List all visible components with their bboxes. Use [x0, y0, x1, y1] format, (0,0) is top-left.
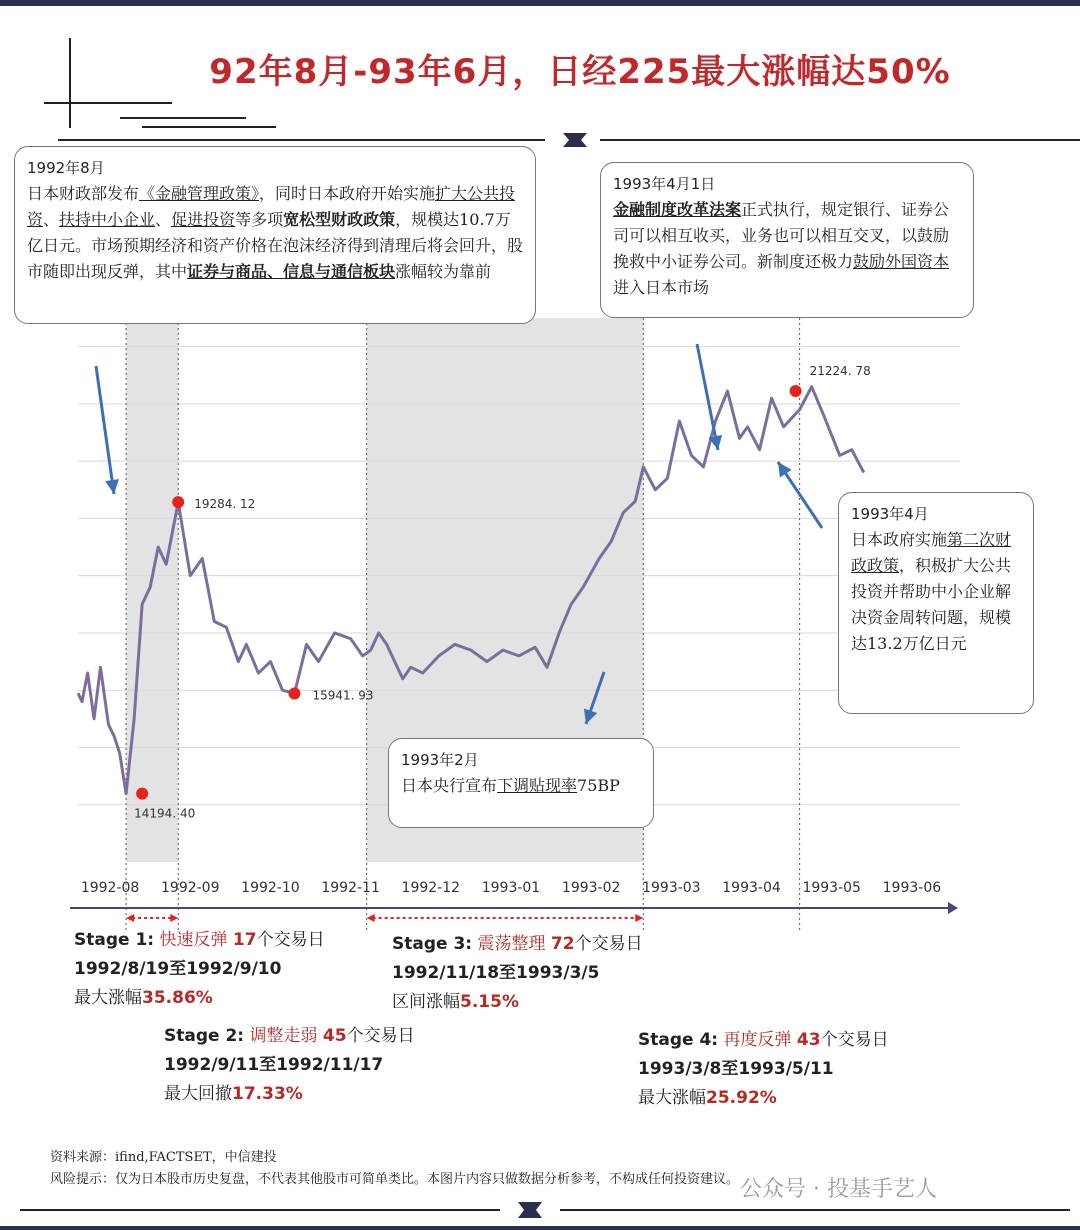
annotation-segment: 促进投资 [171, 210, 236, 229]
annotation-1993-04 [838, 492, 1034, 714]
annotation-segment: 75BP [577, 776, 620, 795]
x-tick-label: 1993-01 [481, 880, 541, 896]
annotation-text [27, 181, 523, 285]
stage-days: 72 [550, 934, 575, 954]
time-axis-arrowhead [948, 902, 958, 914]
annotation-1993-02 [388, 738, 654, 828]
data-label: 21224. 78 [809, 364, 871, 379]
annotation-segment: 正式执行，规定银行、证券公司可以相互收买，业务也可以相互交叉，以鼓励挽救中小证券公司。新制度还极力 [613, 200, 950, 271]
data-label: 14194. 40 [134, 806, 196, 821]
stage-days: 17 [232, 930, 257, 950]
stage-range: 1992/9/11至1992/11/17 [164, 1055, 384, 1075]
stage-span-arrowhead [367, 914, 375, 922]
x-tick-label: 1992-08 [80, 880, 140, 896]
annotation-segment: 涨幅较为靠前 [395, 262, 492, 281]
x-tick-label: 1993-04 [722, 880, 781, 896]
stage-metric: 区间涨幅 [392, 992, 460, 1012]
stage-value: 25.92% [706, 1088, 777, 1108]
annotation-segment: 第二次财政政策 [851, 530, 1012, 575]
annotation-segment: 日本财政部发布 [27, 184, 140, 203]
annotation-segment: 扶持中小企业 [59, 210, 156, 229]
annotation-segment: ，积极扩大公共投资并帮助中小企业解决资金周转问题，规模达13.2万亿日元 [851, 556, 1012, 653]
stage-range: 1993/3/8至1993/5/11 [638, 1059, 834, 1079]
watermark: 公众号 · 投基手艺人 [740, 1177, 937, 1202]
stage-metric: 最大涨幅 [638, 1088, 706, 1108]
annotation-text [401, 773, 641, 799]
annotation-segment: 宽松型财政政策 [283, 210, 396, 229]
annotation-text [851, 527, 1021, 657]
stage-label: Stage 3: [392, 934, 473, 954]
stage-days: 43 [796, 1030, 821, 1050]
annotation-segment: 鼓励外国资本 [853, 252, 950, 271]
stage-name: 快速反弹 [159, 930, 228, 950]
stage-days-unit: 个交易日 [256, 930, 325, 950]
annotation-segment: ，规模达10.7万亿日元。市场预期经济和资产价格在泡沫经济得到清理后将会回升，股市随即出现反弹，其中 [27, 210, 524, 281]
stage-metric: 最大涨幅 [74, 988, 142, 1008]
annotation-segment: 金融制度改革法案 [613, 200, 742, 219]
stage-days-unit: 个交易日 [346, 1026, 415, 1046]
pointer-arrow [96, 366, 114, 494]
x-tick-label: 1992-12 [401, 880, 461, 896]
stage-value: 5.15% [460, 992, 519, 1012]
stage-days: 45 [322, 1026, 347, 1046]
pointer-arrow [697, 344, 718, 450]
shaded-region [126, 318, 178, 862]
annotation-date: 1993年2月 [401, 751, 479, 769]
stage-1 [74, 926, 325, 1013]
page-title: 92年8月-93年6月，日经225最大涨幅达50% [209, 52, 951, 92]
risk-note: 风险提示：仅为日本股市历史复盘，不代表其他股市可简单类比。本图片内容只做数据分析参考，不构成任何投资建议。 [50, 1172, 740, 1187]
extreme-marker [790, 385, 802, 397]
stage-label: Stage 2: [164, 1026, 245, 1046]
stage-name: 调整走弱 [249, 1026, 318, 1046]
annotation-1993-04-01 [600, 162, 974, 318]
stage-range: 1992/8/19至1992/9/10 [74, 959, 282, 979]
annotation-segment: 证券与商品、信息与通信板块 [187, 262, 396, 281]
stage-span-arrowhead [170, 914, 178, 922]
x-tick-label: 1993-06 [882, 880, 942, 896]
stage-value: 35.86% [142, 988, 213, 1008]
annotation-text [613, 197, 961, 301]
x-tick-label: 1993-05 [802, 880, 861, 896]
pointer-arrowhead [105, 479, 119, 494]
x-tick-label: 1993-02 [561, 880, 621, 896]
annotation-segment: 扩大公共投资 [27, 184, 516, 229]
x-tick-label: 1992-09 [161, 880, 220, 896]
annotation-date: 1992年8月 [27, 159, 105, 177]
extreme-marker [172, 496, 184, 508]
annotation-date: 1993年4月 [851, 505, 929, 523]
annotation-segment: 下调贴现率 [497, 776, 578, 795]
stage-4 [638, 1026, 889, 1113]
x-tick-label: 1992-10 [241, 880, 300, 896]
stage-span-arrowhead [126, 914, 134, 922]
stage-3 [392, 930, 643, 1017]
stage-value: 17.33% [232, 1084, 303, 1104]
stage-range: 1992/11/18至1993/3/5 [392, 963, 600, 983]
annotation-segment: 日本政府实施 [851, 530, 948, 549]
annotation-segment: ，同时日本政府开始实施 [259, 184, 436, 203]
data-label: 15941. 93 [312, 688, 374, 703]
stage-label: Stage 4: [638, 1030, 719, 1050]
extreme-marker [288, 688, 300, 700]
stage-label: Stage 1: [74, 930, 155, 950]
stage-days-unit: 个交易日 [574, 934, 643, 954]
annotation-segment: 《金融管理政策》 [139, 184, 260, 203]
stage-metric: 最大回撤 [164, 1084, 232, 1104]
annotation-segment: 日本央行宣布 [401, 776, 498, 795]
x-tick-label: 1992-11 [321, 880, 380, 896]
x-tick-label: 1993-03 [642, 880, 701, 896]
source-note: 资料来源：ifind,FACTSET，中信建投 [50, 1150, 277, 1165]
annotation-1992-08 [14, 146, 536, 324]
annotation-segment: 进入日本市场 [613, 278, 710, 297]
bottom-ornament [0, 1196, 1080, 1230]
stage-name: 震荡整理 [477, 934, 546, 954]
data-label: 19284. 12 [194, 497, 256, 512]
extreme-marker [136, 788, 148, 800]
pointer-arrowhead [778, 462, 792, 478]
annotation-segment: 、 [43, 210, 60, 229]
stage-span-arrowhead [635, 914, 643, 922]
annotation-segment: 、 [155, 210, 172, 229]
annotation-date: 1993年4月1日 [613, 175, 716, 193]
stage-2 [164, 1022, 415, 1109]
annotation-segment: 等多项 [235, 210, 284, 229]
stage-name: 再度反弹 [723, 1030, 792, 1050]
stage-days-unit: 个交易日 [820, 1030, 889, 1050]
